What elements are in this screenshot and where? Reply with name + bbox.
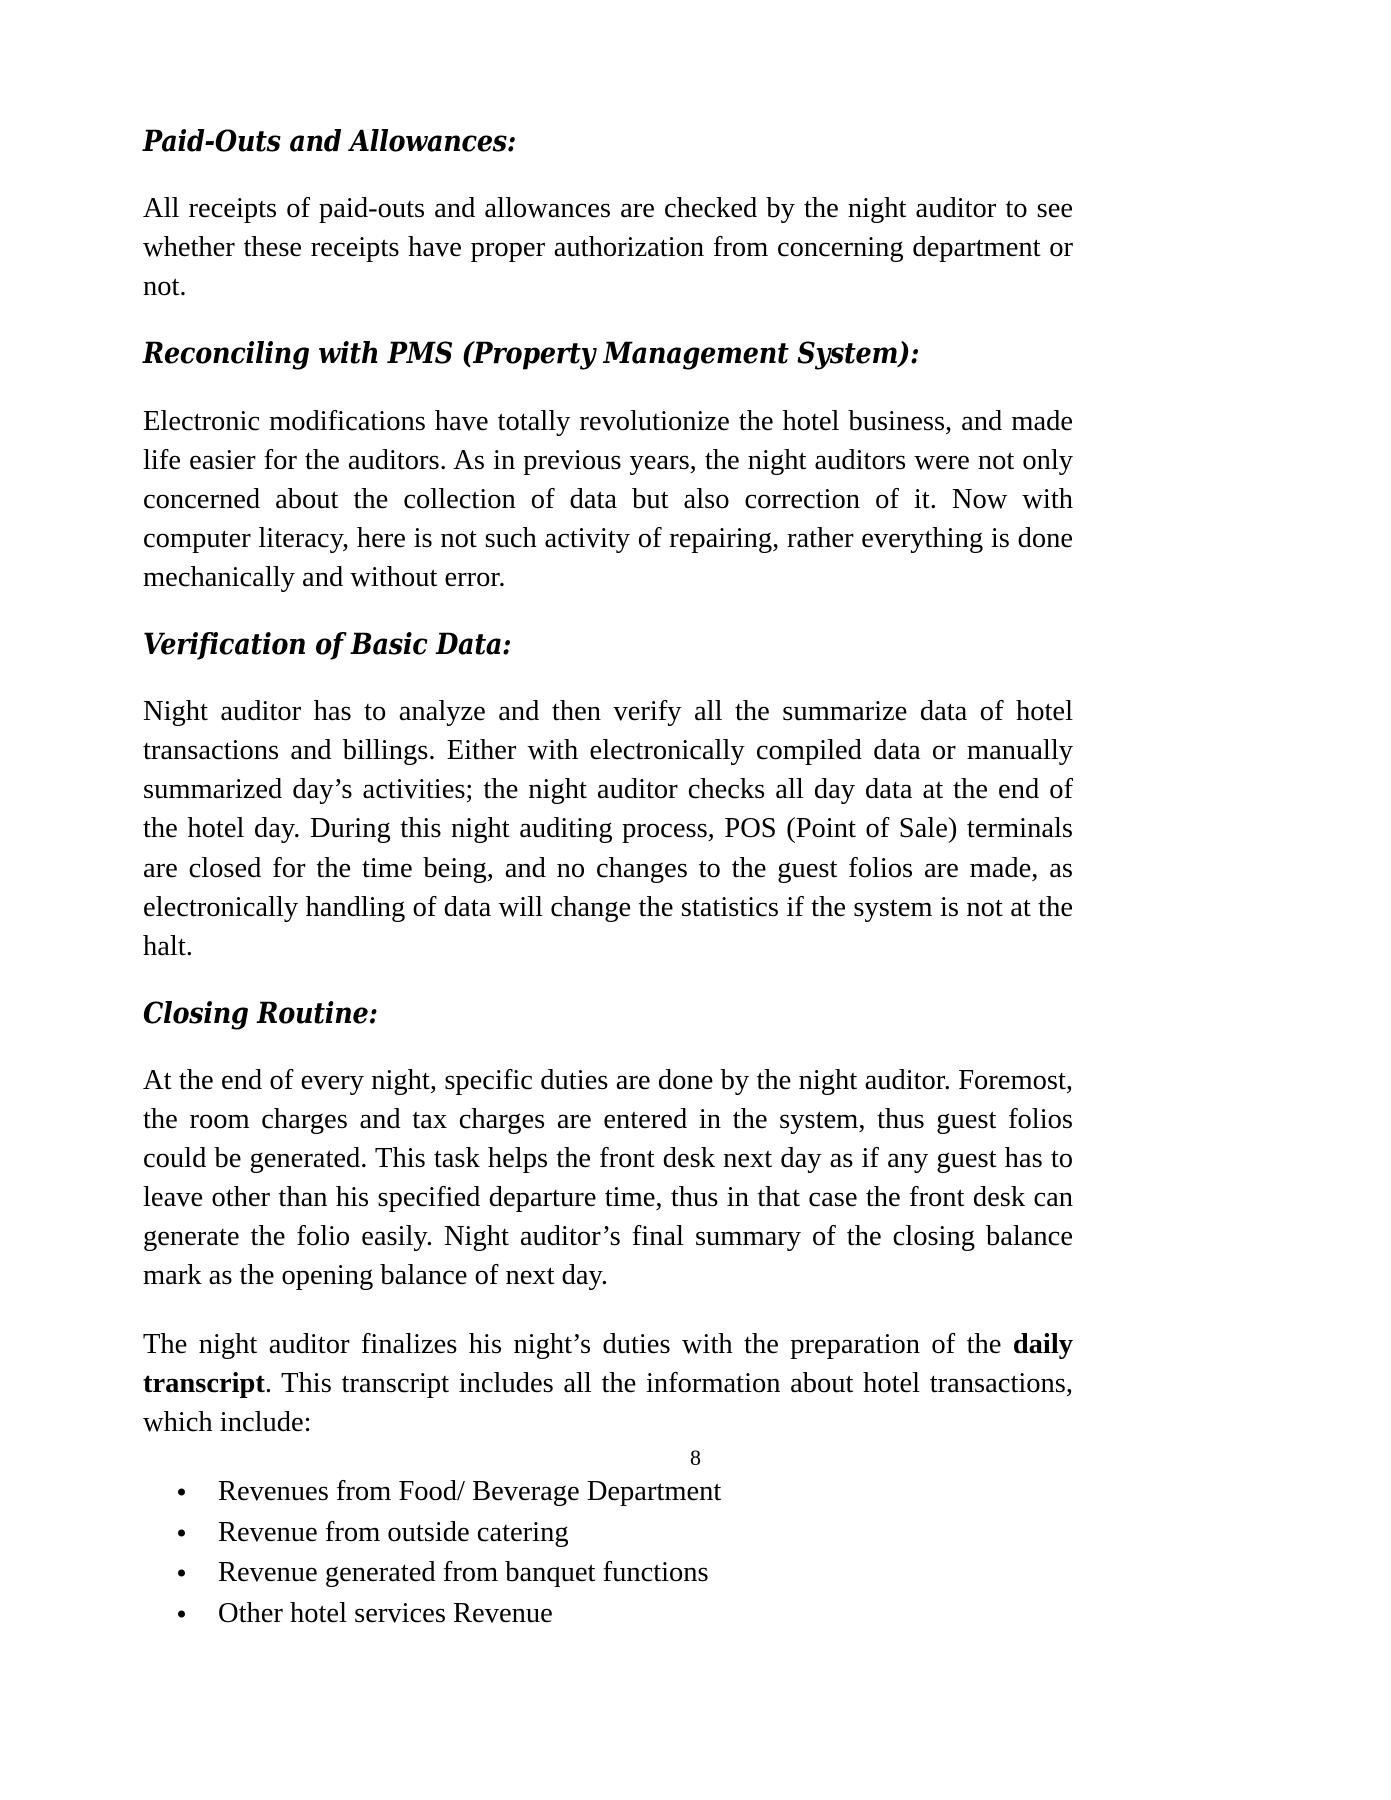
paragraph-daily-transcript [143, 1325, 1073, 1442]
transcript-term-bold: daily transcript [143, 1329, 1073, 1400]
bullet-point-icon [178, 1610, 185, 1617]
bullet-point-icon [178, 1529, 185, 1536]
section-heading-paid-outs: Paid-Outs and Allowances: [143, 124, 517, 158]
document-body [143, 124, 1073, 1634]
section-closing-routine [143, 996, 1073, 1031]
section-heading-closing-routine: Closing Routine: [143, 995, 378, 1030]
list-item-label: Revenue from outside catering [218, 1516, 569, 1548]
paragraph-closing-routine: At the end of every night, specific duties are done by the night auditor. Foremost, the room charges and tax charges are entered in the system, thus guest folios could be generated. This task helps the front desk next day as if any guest has to leave other than his specified departure time, thus in that case the front desk can generate the folio easily. Night auditor’s final summary of the closing balance mark as the opening balance of next day. [143, 1064, 1073, 1292]
paragraph-verification-basic-data: Night auditor has to analyze and then verify all the summarize data of hotel transactions and billings. Either with electronically compiled data or manually summarized day’s activities; the night auditor checks all day data at the end of the hotel day. During this night auditing process, POS (Point of Sale) terminals are closed for the time being, and no changes to the guest folios are made, as electronically handling of data will change the statistics if the system is not at the halt. [143, 696, 1073, 962]
page-number: 8 [690, 1445, 701, 1470]
list-item-label: Other hotel services Revenue [218, 1597, 553, 1629]
bullet-point-icon [178, 1570, 185, 1577]
list-item-label: Revenues from Food/ Beverage Department [218, 1476, 722, 1508]
section-verification-basic-data [143, 627, 1073, 662]
transcript-text-before: The night auditor finalizes his night’s duties with the preparation of the [143, 1329, 1013, 1361]
section-heading-verification-basic-data: Verification of Basic Data: [143, 627, 512, 661]
list-item [143, 1472, 1073, 1512]
section-heading-reconciling-pms: Reconciling with PMS (Property Management System): [143, 336, 920, 371]
section-paid-outs [143, 124, 1073, 159]
paragraph-reconciling-pms: Electronic modifications have totally revolutionize the hotel business, and made life easier for the auditors. As in previous years, the night auditors were not only concerned about the collection of data but also correction of it. Now with computer literacy, here is not such activity of repairing, rather everything is done mechanically and without error. [143, 405, 1073, 593]
list-item [143, 1513, 1073, 1553]
transcript-text-after: . This transcript includes all the information about hotel transactions, which include: [143, 1368, 1073, 1439]
section-reconciling-pms [143, 336, 1073, 371]
list-item [143, 1594, 1073, 1634]
list-item [143, 1553, 1073, 1593]
transcript-items-list [143, 1472, 1073, 1634]
list-item-label: Revenue generated from banquet functions [218, 1557, 709, 1589]
bullet-point-icon [178, 1489, 185, 1496]
paragraph-paid-outs: All receipts of paid-outs and allowances are checked by the night auditor to see whether these receipts have proper authorization from concerning department or not. [143, 193, 1073, 303]
